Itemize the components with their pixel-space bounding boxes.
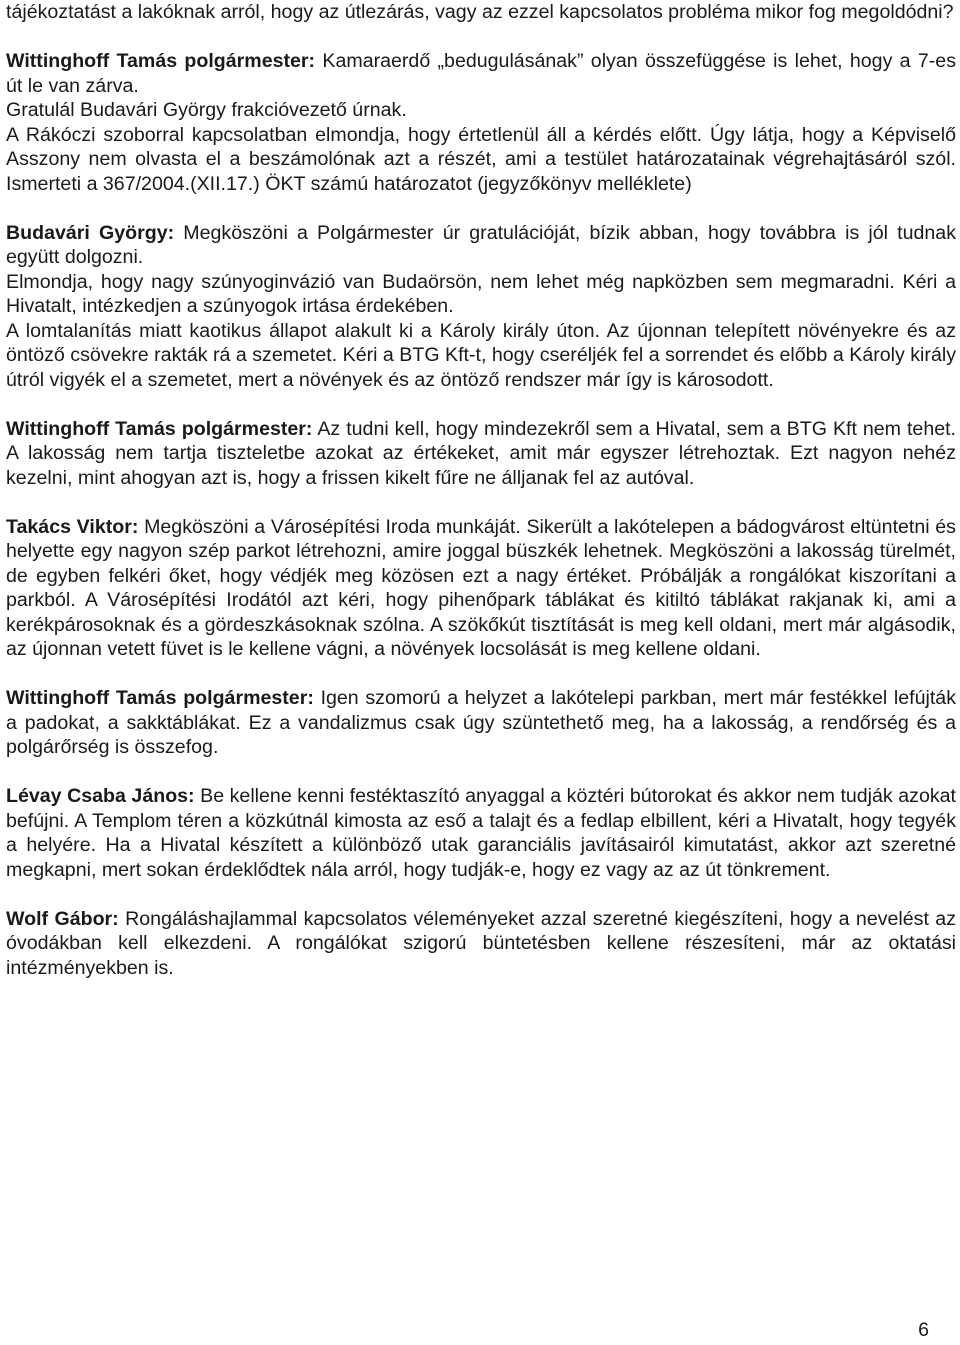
paragraph-statement [6,686,956,760]
document-page [6,0,956,980]
paragraph-gap [6,760,956,785]
speaker-name: Takács Viktor: [6,515,139,538]
paragraph-gap [6,25,956,50]
paragraph-line [6,270,956,319]
speaker-name: Lévay Csaba János: [6,785,195,807]
paragraph-line [6,123,956,197]
paragraph-statement [6,417,956,491]
paragraph-statement [6,784,956,882]
speaker-name: Wittinghoff Tamás polgármester: [6,687,314,709]
paragraph-text: Be kellene kenni festéktaszító anyaggal a köztéri bútorokat és akkor nem tudják azokat befújni. A Templom téren a közkútnál kimosta az eső a talajt és a fedlap elbillent, kéri a Hivatalt, hogy tegyék a helyére. Ha a Hivatal készített a különböző utak garanciális javításairól kimutatást, akkor azt szeretné megkapni, mert sokan érdeklődtek nála arról, hogy tudják-e, hogy ez vagy az az út tönkrement. [6,785,956,881]
paragraph-gap [6,392,956,417]
paragraph-text: Elmondja, hogy nagy szúnyoginvázió van Budaörsön, nem lehet még napközben sem megmaradni. Kéri a Hivatalt, intézkedjen a szúnyogok irtása érdekében. [6,270,956,317]
speaker-name: Wittinghoff Tamás polgármester: [6,50,316,72]
paragraph-text: Megköszöni a Városépítési Iroda munkáját. Sikerült a lakótelepen a bádogvárost eltüntetni és helyette egy nagyon szép parkot létrehozni, amire joggal büszkék lehetnek. Megköszöni a lakosság türelmét, de egyben felkéri őket, hogy védjék meg közösen ezt a nagy értéket. Próbálják a rongálókat kiszorítani a parkból. A Városépítési Irodától azt kéri, hogy pihenőpark táblákat és kitiltó táblákat rakjanak ki, ami a kerékpárosoknak és a gördeszkásoknak szólna. A szökőkút tisztítását is meg kell oldani, mert már algásodik, az újonnan vetett füvet is le kellene vágni, a növények locsolását is meg kellene oldani. [6,515,956,660]
page-number: 6 [918,1319,929,1341]
paragraph-text: A Rákóczi szoborral kapcsolatban elmondja, hogy értetlenül áll a kérdés előtt. Úgy látja, hogy a Képviselő Asszony nem olvasta el a beszámolónak azt a részét, ami a testület határozatainak végrehajtásáról szól. Ismerteti a 367/2004.(XII.17.) ÖKT számú határozatot (jegyzőkönyv melléklete) [6,123,956,195]
speaker-name: Budavári György: [6,221,175,244]
paragraph-text: Rongáláshajlammal kapcsolatos véleményeket azzal szeretné kiegészíteni, hogy a nevelést az óvodákban kell elkezdeni. A rongálókat szigorú büntetésben kellene részesíteni, már az oktatási intézményekben is. [6,907,956,979]
paragraph-statement [6,515,956,662]
paragraph-text: A lomtalanítás miatt kaotikus állapot alakult ki a Károly király úton. Az újonnan telepített növényekre és az öntöző csövekre rakták rá a szemetet. Kéri a BTG Kft-t, hogy cseréljék fel a sorrendet és előbb a Károly király útról vigyék el a szemetet, mert a növények és az öntöző rendszer már így is károsodott. [6,319,956,391]
paragraph-line [6,98,956,123]
paragraph-intro [6,0,956,25]
paragraph-gap [6,662,956,687]
paragraph-line [6,319,956,393]
paragraph-gap [6,490,956,515]
paragraph-gap [6,882,956,907]
speaker-name: Wittinghoff Tamás polgármester: [6,417,313,440]
paragraph-text: Az tudni kell, hogy mindezekről sem a Hivatal, sem a BTG Kft nem tehet. A lakosság nem tartja tiszteletbe azokat az értékeket, amit már egyszer létrehoztak. Ezt nagyon nehéz kezelni, mint ahogyan azt is, hogy a frissen kikelt fűre ne álljanak fel az autóval. [6,417,957,489]
paragraph-text: Igen szomorú a helyzet a lakótelepi parkban, mert már festékkel lefújták a padokat, a sakktáblákat. Ez a vandalizmus csak úgy szüntethető meg, ha a lakosság, a rendőrség és a polgárőrség is összefog. [6,687,957,758]
paragraph-statement [6,221,956,270]
paragraph-text: Kamaraerdő „bedugulásának” olyan összefüggése is lehet, hogy a 7-es út le van zárva. [6,50,956,97]
paragraph-statement [6,907,956,981]
paragraph-gap [6,196,956,221]
speaker-name: Wolf Gábor: [6,907,119,930]
paragraph-statement [6,49,956,98]
paragraph-text: Gratulál Budavári György frakcióvezető úrnak. [6,99,407,121]
paragraph-text: Megköszöni a Polgármester úr gratulációját, bízik abban, hogy továbbra is jól tudnak együtt dolgozni. [6,221,956,268]
paragraph-text: tájékoztatást a lakóknak arról, hogy az útlezárás, vagy az ezzel kapcsolatos probléma mikor fog megoldódni? [6,1,954,23]
